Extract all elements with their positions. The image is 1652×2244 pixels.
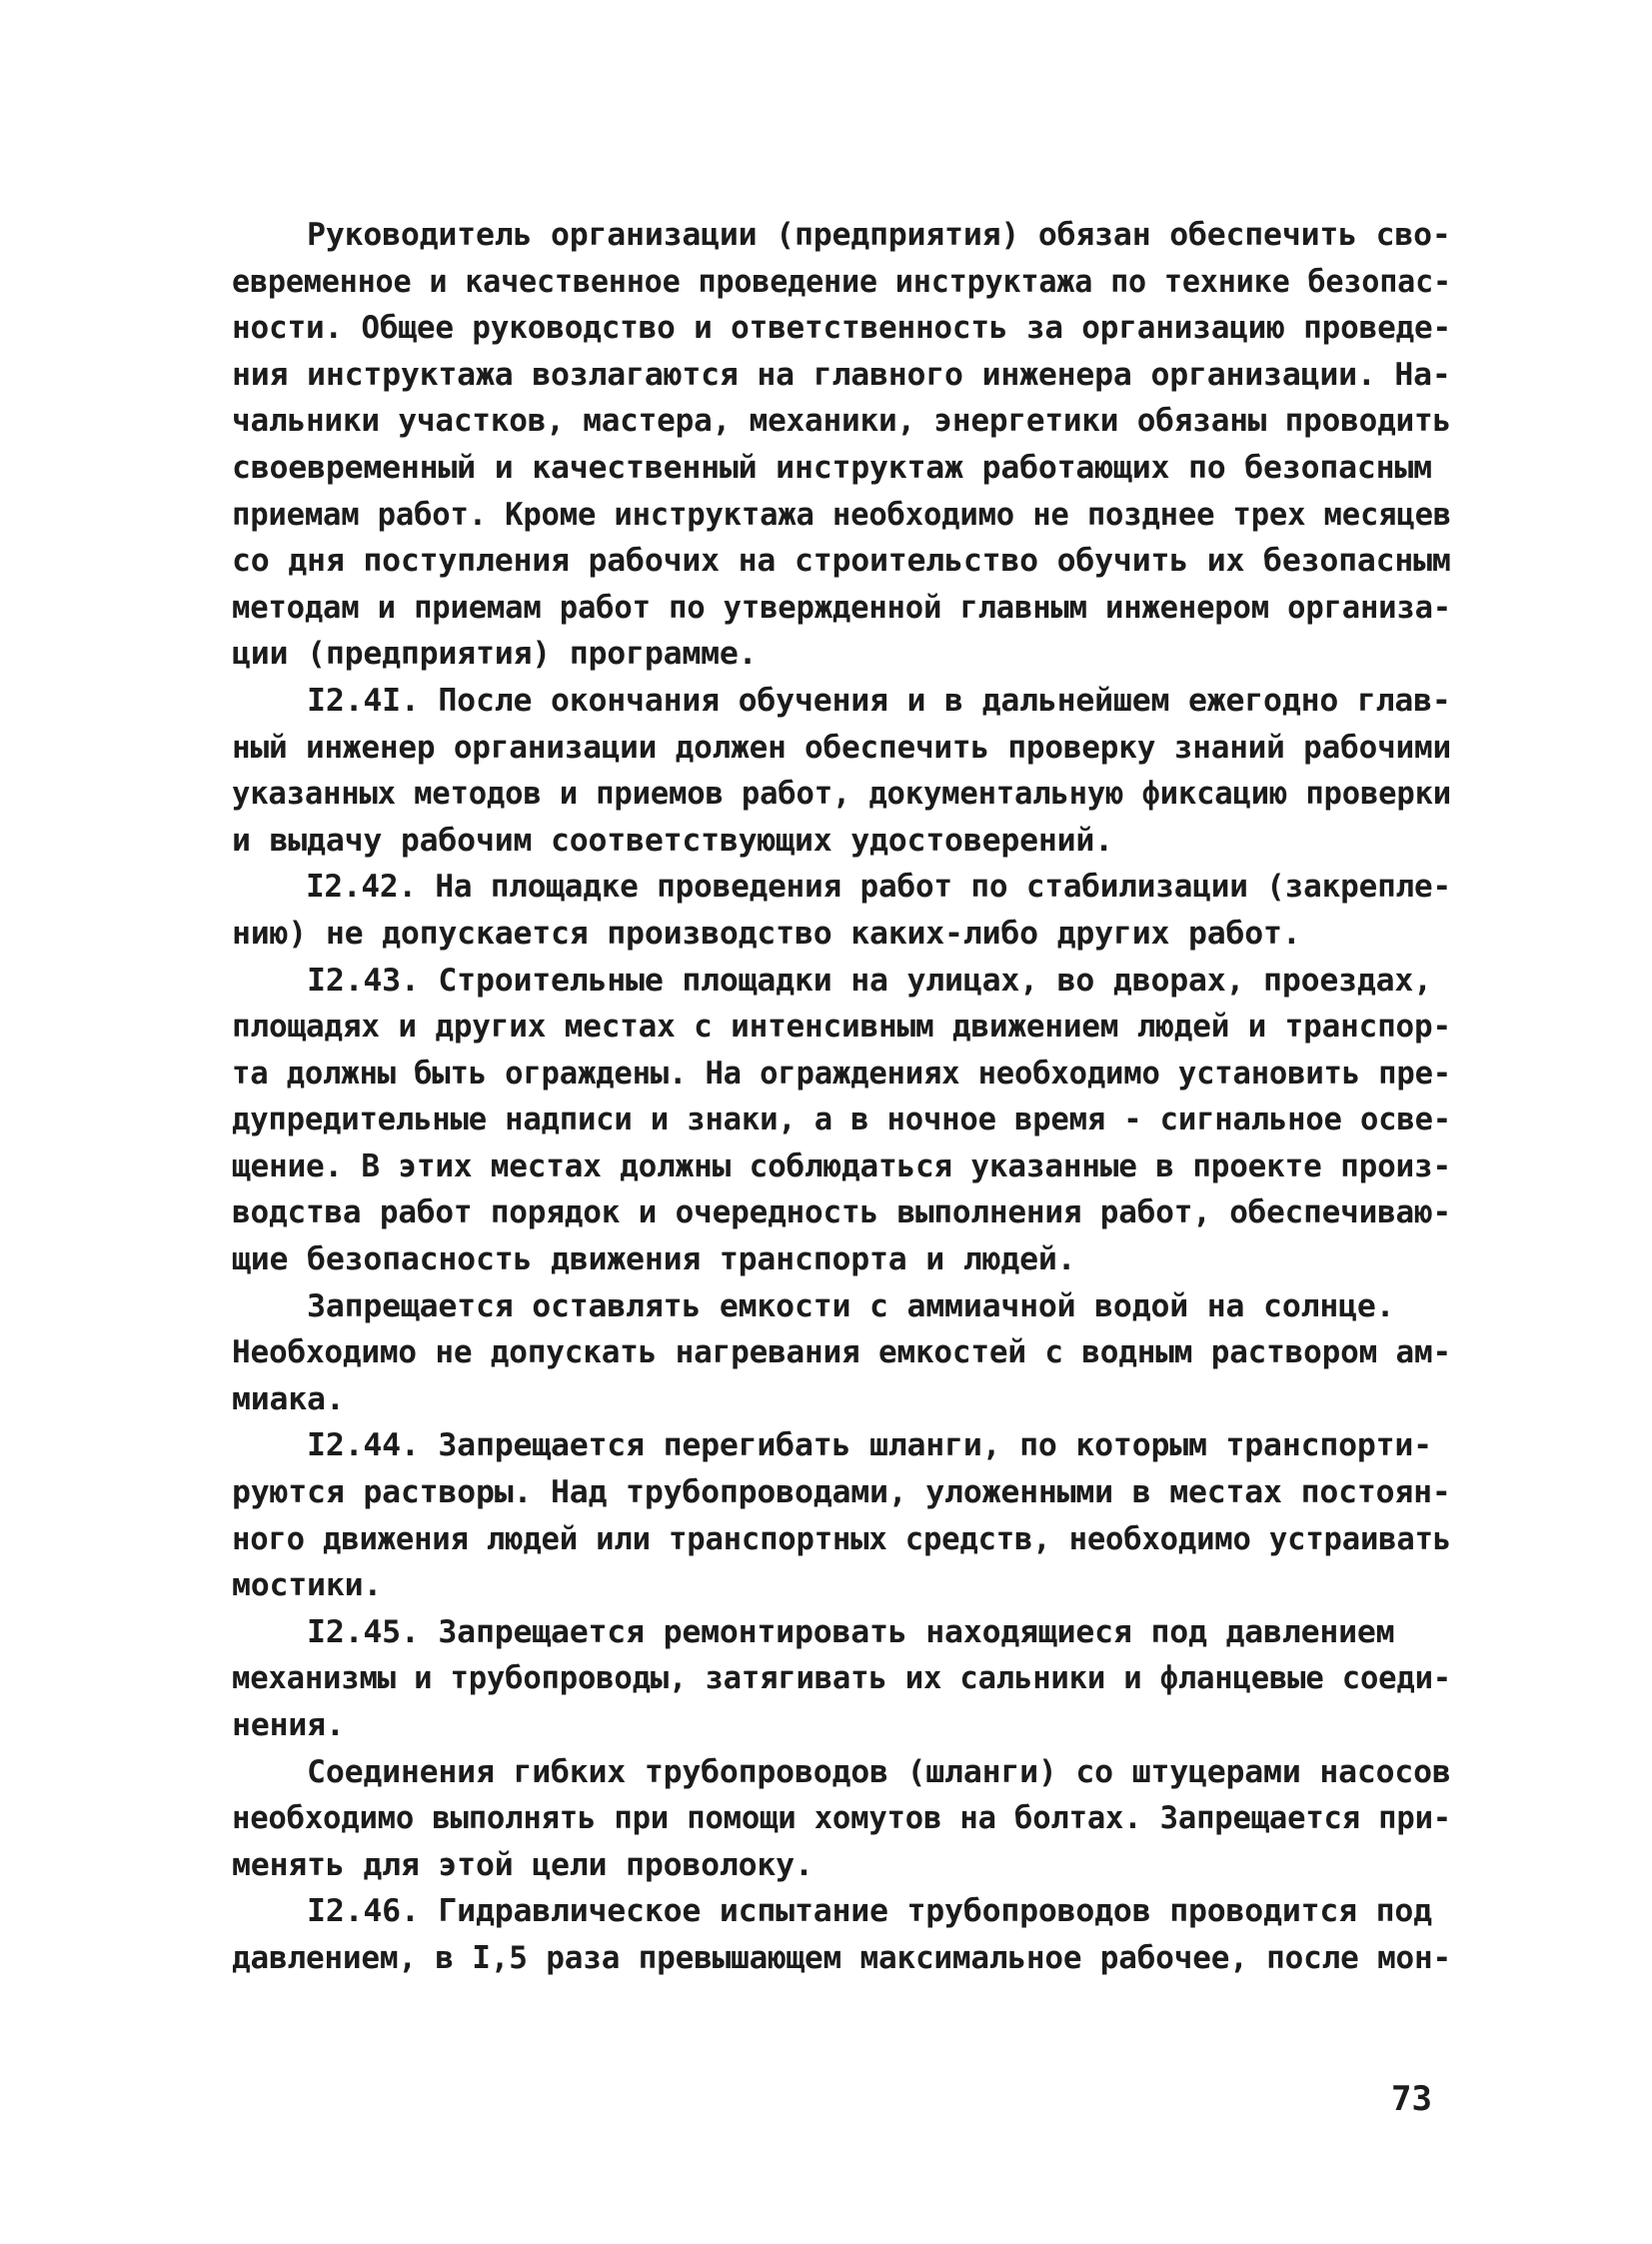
text-line: ния инструктажа возлагаются на главного инженера организации. На- <box>232 356 1451 393</box>
text-line: I2.42. На площадке проведения работ по стабилизации (закрепле- <box>232 869 1451 906</box>
text-line: нения. <box>232 1707 345 1743</box>
text-line: I2.4I. После окончания обучения и в дальнейшем ежегодно глав- <box>232 682 1451 719</box>
text-line: мостики. <box>232 1567 383 1604</box>
text-line: водства работ порядок и очередность выполнения работ, обеспечиваю- <box>232 1194 1451 1231</box>
text-line: и выдачу рабочим соответствующих удостоверений. <box>232 822 1113 859</box>
text-line: Запрещается оставлять емкости с аммиачной водой на солнце. <box>232 1287 1395 1324</box>
text-line: давлением, в I,5 раза превышающем максимальное рабочее, после мон- <box>232 1939 1451 1976</box>
text-line: руются растворы. Над трубопроводами, уложенными в местах постоян- <box>232 1474 1451 1511</box>
text-line: щие безопасность движения транспорта и людей. <box>232 1241 1076 1278</box>
text-line: та должны быть ограждены. На ограждениях необходимо установить пре- <box>232 1055 1451 1092</box>
text-line: своевременный и качественный инструктаж работающих по безопасным <box>232 449 1432 486</box>
text-line: необходимо выполнять при помощи хомутов на болтах. Запрещается при- <box>232 1800 1451 1837</box>
text-line: Необходимо не допускать нагревания емкостей с водным раствором ам- <box>232 1334 1451 1371</box>
text-line: щение. В этих местах должны соблюдаться указанные в проекте произ- <box>232 1147 1451 1184</box>
text-line: ности. Общее руководство и ответственность за организацию проведе- <box>232 310 1451 347</box>
text-line: чальники участков, мастера, механики, энергетики обязаны проводить <box>232 403 1451 440</box>
page-number: 73 <box>1391 2079 1432 2119</box>
text-line: приемам работ. Кроме инструктажа необходимо не позднее трех месяцев <box>232 496 1451 533</box>
text-line: площадях и других местах с интенсивным движением людей и транспор- <box>232 1009 1451 1046</box>
text-line: нию) не допускается производство каких-либо других работ. <box>232 915 1301 952</box>
text-line: евременное и качественное проведение инструктажа по технике безопас- <box>232 263 1451 300</box>
text-line: менять для этой цели проволоку. <box>232 1846 814 1883</box>
text-line: I2.44. Запрещается перегибать шланги, по которым транспорти- <box>232 1427 1432 1464</box>
text-line: Соединения гибких трубопроводов (шланги) со штуцерами насосов <box>232 1753 1451 1790</box>
text-line: ного движения людей или транспортных средств, необходимо устраивать <box>232 1520 1451 1557</box>
text-line: со дня поступления рабочих на строительство обучить их безопасным <box>232 543 1451 580</box>
text-line: ции (предприятия) программе. <box>232 636 758 673</box>
text-line: I2.45. Запрещается ремонтировать находящиеся под давлением <box>232 1613 1395 1650</box>
text-line: дупредительные надписи и знаки, а в ночное время - сигнальное осве- <box>232 1102 1451 1138</box>
body-text <box>232 212 1451 1982</box>
text-line: методам и приемам работ по утвержденной главным инженером организа- <box>232 589 1451 626</box>
text-line: ный инженер организации должен обеспечить проверку знаний рабочими <box>232 729 1451 766</box>
text-line: механизмы и трубопроводы, затягивать их сальники и фланцевые соеди- <box>232 1660 1451 1697</box>
text-line: Руководитель организации (предприятия) обязан обеспечить сво- <box>232 217 1451 253</box>
text-line: I2.43. Строительные площадки на улицах, во дворах, проездах, <box>232 962 1432 999</box>
text-line: миака. <box>232 1380 345 1417</box>
text-line: указанных методов и приемов работ, документальную фиксацию проверки <box>232 776 1451 813</box>
text-line: I2.46. Гидравлическое испытание трубопроводов проводится под <box>232 1893 1432 1930</box>
